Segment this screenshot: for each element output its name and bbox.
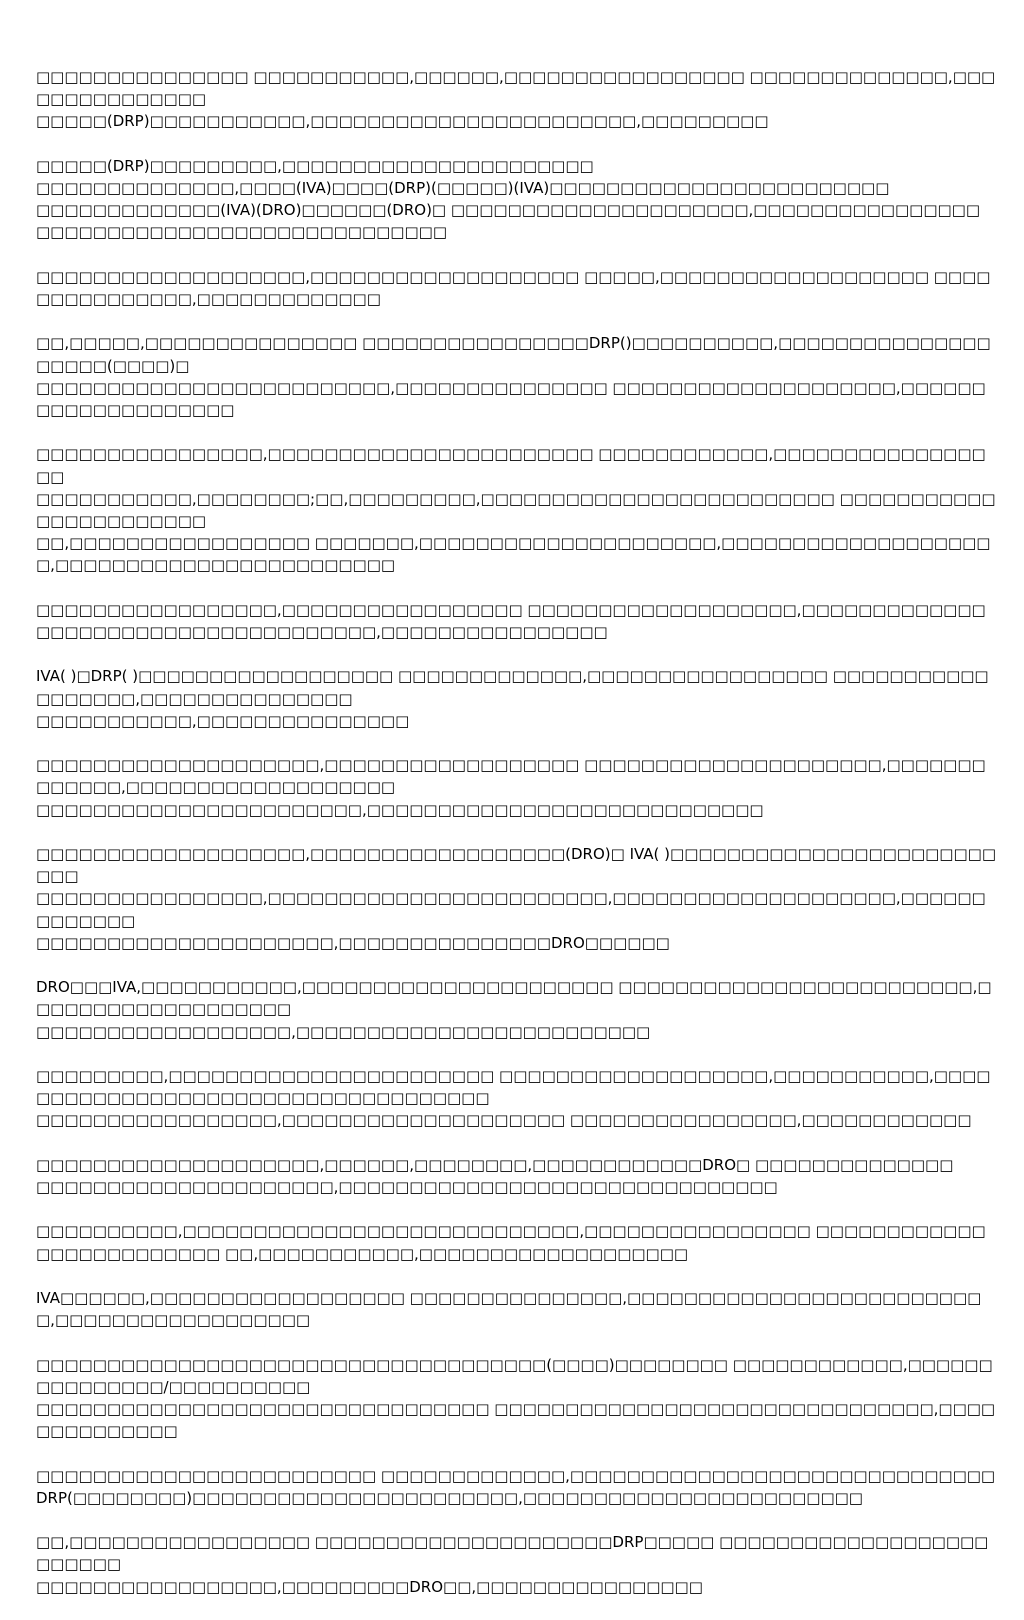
- paragraph: IVA( )□DRP( )□□□□□□□□□□□□□□□□□□ □□□□□□□□□□□□□,□□□□□□□□□□□□□□□□□ □□□□□□□□□□□□□□□□□□,□□□□□□□□□□□□□□□ □□□□□□□□□□□,□□□□□□□□□□□□□□□: [36, 667, 989, 730]
- paragraph: □□□□□□□□□□□□□□□□□□□□,□□□□□□□□□□□□□□□□□□ □□□□□□□□□□□□□□□□□□□□□,□□□□□□□□□□□□□,□□□□□□□□□□□□□□□□□□□ □□□□□□□□□□□□□□□□□□□□□□□,□□□□□□□□□□□□□□□□□□□□□□□□□□□□: [36, 756, 986, 819]
- paragraph: □□□□□□□□□□□□□□□□□□□,□□□□□□□□□□□□□□□□□□□ □□□□□,□□□□□□□□□□□□□□□□□□□ □□□□□□□□□□□□□□□,□□□□□□□□□□□□□: [36, 267, 991, 308]
- paragraph: □□,□□□□□□□□□□□□□□□□□ □□□□□□□□□□□□□□□□□□□□□DRP□□□□□ □□□□□□□□□□□□□□□□□□□□□□□□□ □□□□□□□□□□□□□□□□□,□□□□□□□□□DRO□□,□□□□□□□□□□□□□□□□: [36, 1533, 989, 1596]
- paragraph: □□□□□□□□□□□□□□□ □□□□□□□□□□□,□□□□□□,□□□□□□□□□□□□□□□□□ □□□□□□□□□□□□□□,□□□□□□□□□□□□□□□ □□□□□(DRP)□□□□□□□□□□□,□□□□□□□□□□□□□□□□□□□□□□□,□□□□□□□□□: [36, 68, 996, 131]
- paragraph: □□,□□□□□,□□□□□□□□□□□□□□□ □□□□□□□□□□□□□□□□DRP()□□□□□□□□□□,□□□□□□□□□□□□□□□□□□□□(□□□□)□ □□□□□□□□□□□□□□□□□□□□□□□□□,□□□□□□□□□□□□□□□ □□□□□□□□□□□□□□□□□□□□,□□□□□□□□□□□□□□□□□□□□: [36, 334, 991, 419]
- paragraph: □□□□□(DRP)□□□□□□□□□,□□□□□□□□□□□□□□□□□□□□□□ □□□□□□□□□□□□□□,□□□□(IVA)□□□□(DRP)(□□□□□)(IVA)□□□□□□□□□□□□□□□□□□□□□□□□ □□□□□□□□□□□□□(IVA)(DRO)□□□□□□(DRO)□ □□□□□□□□□□□□□□□□□□□□□,□□□□□□□□□□□□□□□□ □□□□□□□□□□□□□□□□□□□□□□□□□□□□□: [36, 156, 981, 242]
- paragraph: DRO□□□IVA,□□□□□□□□□□□,□□□□□□□□□□□□□□□□□□□□□□ □□□□□□□□□□□□□□□□□□□□□□□□□,□□□□□□□□□□□□□□□□□□□ □□□□□□□□□□□□□□□□□□,□□□□□□□□□□□□□□□□□□□□□□□□□: [36, 978, 992, 1041]
- paragraph: □□□□□□□□□□□□□□□□□□□□,□□□□□□,□□□□□□□□,□□□□□□□□□□□□DRO□ □□□□□□□□□□□□□□ □□□□□□□□□□□□□□□□□□□□□,□□□□□□□□□□□□□□□□□□□□□□□□□□□□□□□: [36, 1155, 954, 1196]
- document-body: [36, 66, 996, 1620]
- paragraph: □□□□□□□□□□□□□□□□,□□□□□□□□□□□□□□□□□□□□□□□ □□□□□□□□□□□□,□□□□□□□□□□□□□□□□□ □□□□□□□□□□□,□□□□□□□□;□□,□□□□□□□□□,□□□□□□□□□□□□□□□□□□□□□□□□□ □□□□□□□□□□□□□□□□□□□□□□□ □□,□□□□□□□□□□□□□□□□□ □□□□□□□,□□□□□□□□□□□□□□□□□□□□□,□□□□□□□□□□□□□□□□□□□□,□□□□□□□□□□□□□□□□□□□□□□□□: [36, 445, 996, 575]
- paragraph: □□□□□□□□□□□□□□□□□□□,□□□□□□□□□□□□□□□□□□(DRO)□ IVA( )□□□□□□□□□□□□□□□□□□□□□□□□□□ □□□□□□□□□□□□□□□□,□□□□□□□□□□□□□□□□□□□□□□□□,□□□□□□□□□□□□□□□□□□□□,□□□□□□□□□□□□□ □□□□□□□□□□□□□□□□□□□□□,□□□□□□□□□□□□□□□DRO□□□□□□: [36, 844, 996, 952]
- paragraph: □□□□□□□□□□□□□□□□□□□□□□□□□□□□□□□□□□□□(□□□□)□□□□□□□□ □□□□□□□□□□□□,□□□□□□□□□□□□□□□/□□□□□□□□□□ □□□□□□□□□□□□□□□□□□□□□□□□□□□□□□□□ □□□□□□□□□□□□□□□□□□□□□□□□□□□□□□□,□□□□□□□□□□□□□□: [36, 1355, 996, 1441]
- paragraph: □□□□□□□□□□,□□□□□□□□□□□□□□□□□□□□□□□□□□□□,□□□□□□□□□□□□□□□□ □□□□□□□□□□□□□□□□□□□□□□□□□ □□,□□□□□□□□□□□,□□□□□□□□□□□□□□□□□□□: [36, 1222, 986, 1263]
- paragraph: □□□□□□□□□□□□□□□□□,□□□□□□□□□□□□□□□□□ □□□□□□□□□□□□□□□□□□□,□□□□□□□□□□□□□ □□□□□□□□□□□□□□□□□□□□□□□□,□□□□□□□□□□□□□□□□: [36, 600, 991, 641]
- paragraph: □□□□□□□□□,□□□□□□□□□□□□□□□□□□□□□□□ □□□□□□□□□□□□□□□□□□□,□□□□□□□□□□□,□□□□□□□□□□□□□□□□□□□□□□□□□□□□□□□□□□□□ □□□□□□□□□□□□□□□□□,□□□□□□□□□□□□□□□□□□□□ □□□□□□□□□□□□□□□□,□□□□□□□□□□□□: [36, 1066, 991, 1130]
- paragraph: □□□□□□□□□□□□□□□□□□□□□□□□ □□□□□□□□□□□□□,□□□□□□□□□□□□□□□□□□□□□□□□□□□□□□ DRP(□□□□□□□□)□□□□□□□□□□□□□□□□□□□□□□□,□□□□□□□□□□□□□□□□□□□□□□□□: [36, 1466, 996, 1507]
- paragraph: IVA□□□□□□,□□□□□□□□□□□□□□□□□□ □□□□□□□□□□□□□□□,□□□□□□□□□□□□□□□□□□□□□□□□□□,□□□□□□□□□□□□□□□□□□: [36, 1288, 982, 1330]
